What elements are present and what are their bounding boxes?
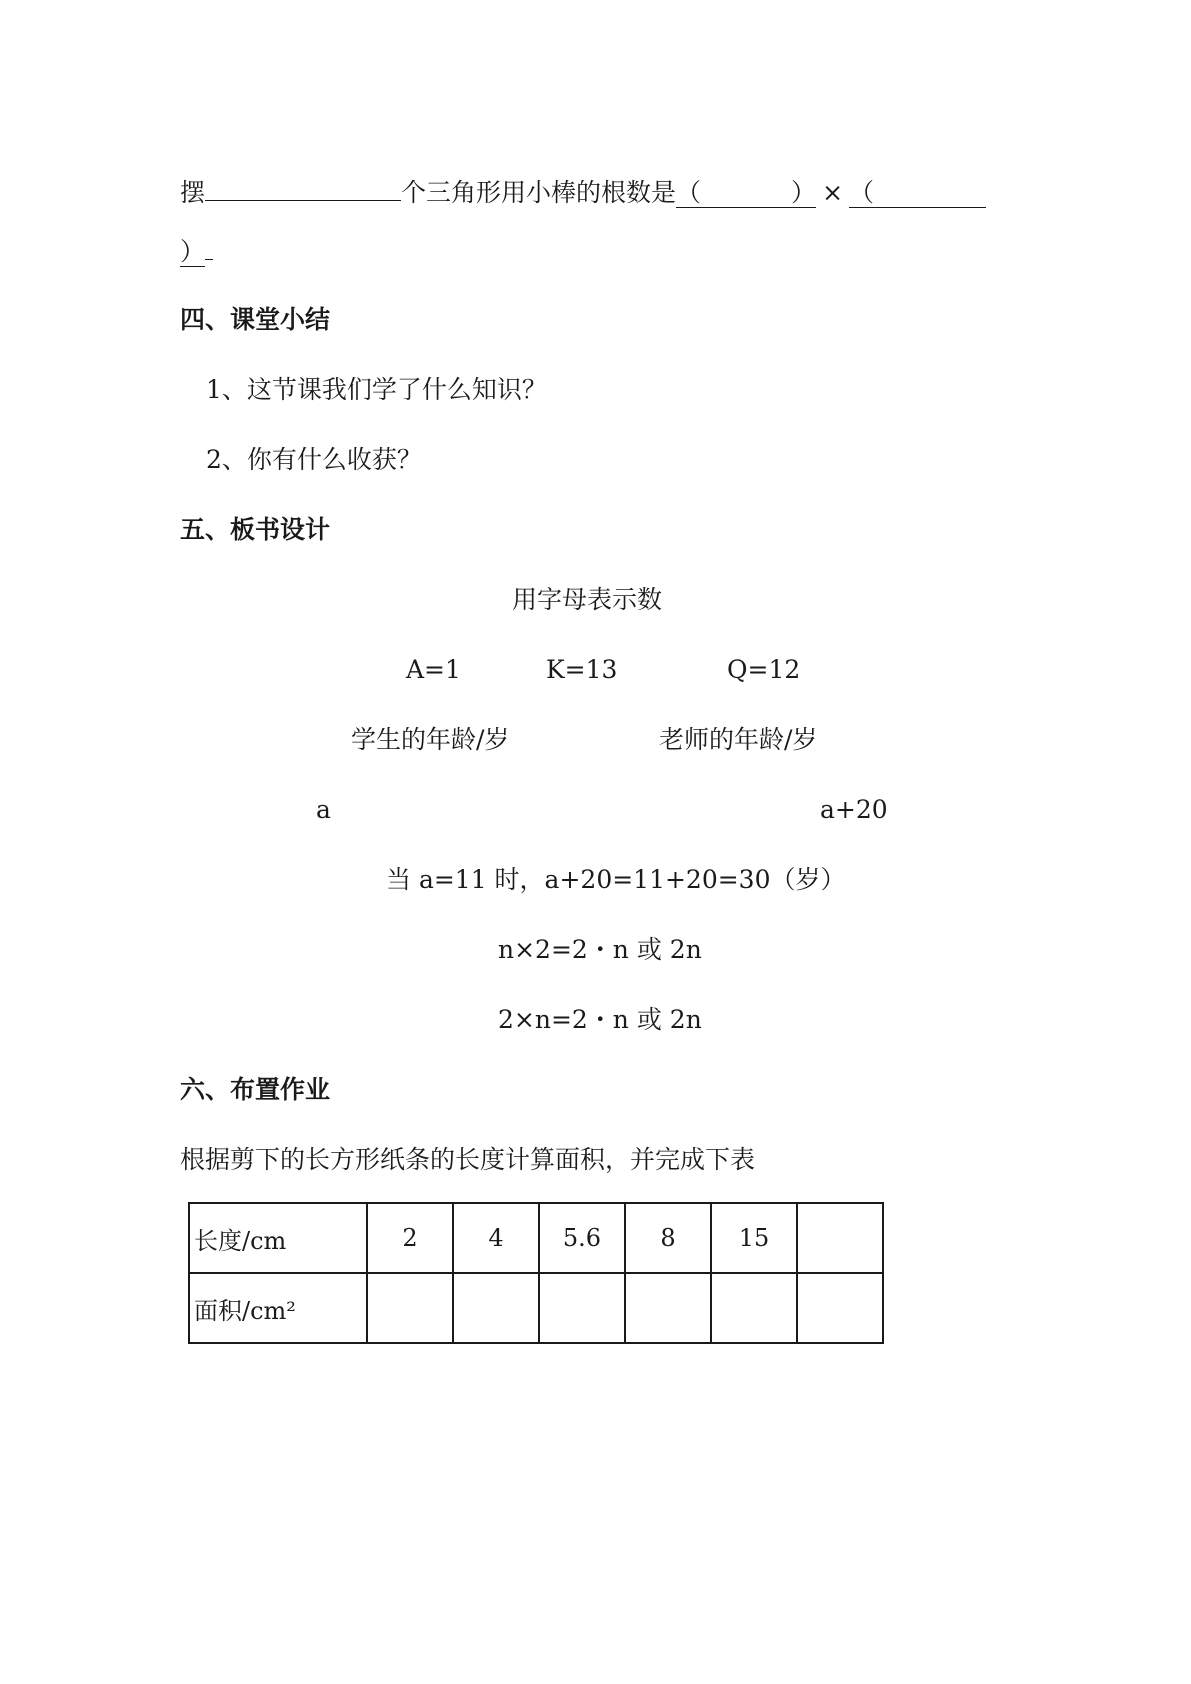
length-cell: 15: [711, 1203, 797, 1273]
area-cell-blank[interactable]: [797, 1273, 883, 1343]
summary-item-1: 1、这节课我们学了什么知识？: [206, 375, 547, 404]
area-cell-blank[interactable]: [453, 1273, 539, 1343]
card-a: A=1: [406, 655, 461, 684]
student-age-var: a: [316, 795, 331, 824]
student-age-header: 学生的年龄/岁: [351, 725, 510, 754]
fill-prefix: 摆: [180, 178, 206, 207]
table-row-length: [189, 1203, 883, 1273]
card-q: Q=12: [727, 655, 801, 684]
length-label: 长度/cm: [189, 1203, 367, 1273]
formula-1: n×2=2・n 或 2n: [498, 935, 702, 964]
teacher-age-expr: a+20: [820, 795, 888, 824]
table-row-area: [189, 1273, 883, 1343]
length-cell: 4: [453, 1203, 539, 1273]
second-paren-blank-close[interactable]: ）: [180, 236, 213, 268]
length-cell: 5.6: [539, 1203, 625, 1273]
second-paren-blank-open[interactable]: （: [849, 178, 986, 208]
first-paren-blank[interactable]: （ ）: [676, 178, 817, 207]
fill-middle: 个三角形用小棒的根数是: [401, 178, 677, 207]
teacher-age-header: 老师的年龄/岁: [659, 725, 818, 754]
fill-blank-line: [180, 174, 986, 209]
length-cell: 8: [625, 1203, 711, 1273]
board-title: 用字母表示数: [512, 585, 663, 614]
length-cell: 2: [367, 1203, 453, 1273]
length-cell-blank[interactable]: [797, 1203, 883, 1273]
section-4-title: 四、课堂小结: [180, 305, 331, 334]
section-6-title: 六、布置作业: [180, 1075, 331, 1104]
area-label: 面积/cm²: [189, 1273, 367, 1343]
homework-instruction: 根据剪下的长方形纸条的长度计算面积，并完成下表: [180, 1145, 756, 1174]
times-sign: ×: [822, 178, 844, 207]
area-cell-blank[interactable]: [367, 1273, 453, 1343]
area-cell-blank[interactable]: [625, 1273, 711, 1343]
card-k: K=13: [546, 655, 618, 684]
age-example: 当 a=11 时，a+20=11+20=30（岁）: [386, 865, 846, 894]
area-cell-blank[interactable]: [711, 1273, 797, 1343]
count-blank[interactable]: [205, 174, 401, 201]
homework-table: [188, 1202, 884, 1344]
summary-item-2: 2、你有什么收获？: [206, 445, 422, 474]
formula-2: 2×n=2・n 或 2n: [498, 1005, 702, 1034]
area-cell-blank[interactable]: [539, 1273, 625, 1343]
section-5-title: 五、板书设计: [180, 515, 331, 544]
